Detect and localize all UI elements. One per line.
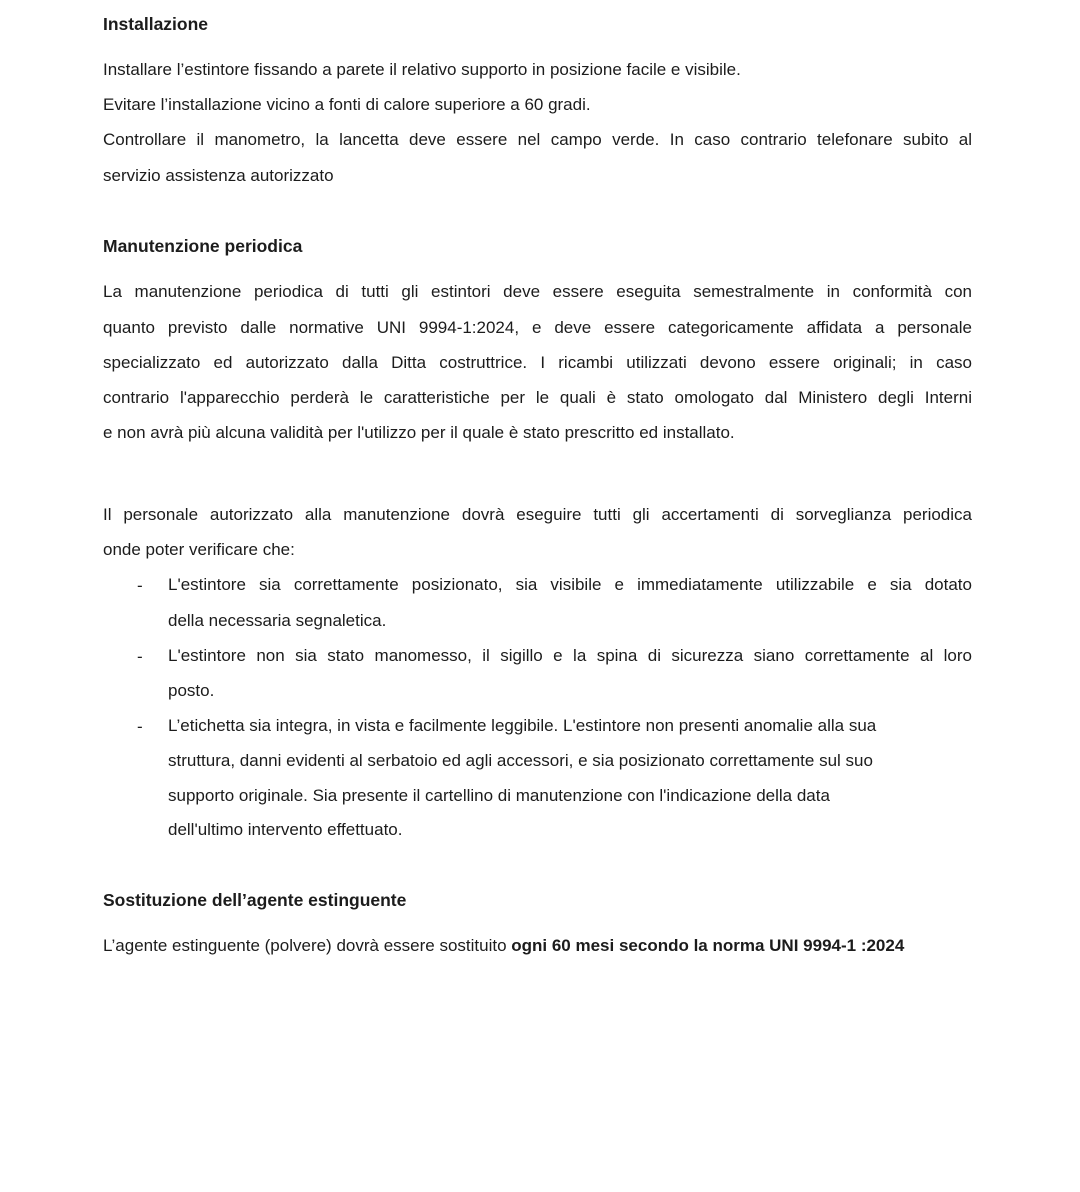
sostituzione-text-normal: L’agente estinguente (polvere) dovrà essere sostituito (103, 936, 512, 955)
manutenzione-p2-line-2: onde poter verificare che: (103, 540, 295, 559)
manutenzione-p1-line-1: La manutenzione periodica di tutti gli estintori deve essere eseguita semestralmente in conformità con (103, 282, 972, 301)
installazione-line-3: Controllare il manometro, la lancetta deve essere nel campo verde. In caso contrario telefonare subito al (103, 130, 972, 149)
bullet-3-line-4: dell'ultimo intervento effettuato. (168, 820, 403, 839)
bullet-marker: - (137, 647, 143, 666)
manutenzione-p1-line-3: specializzato ed autorizzato dalla Ditta costruttrice. I ricambi utilizzati devono essere originali; in caso (103, 353, 972, 372)
installazione-line-2: Evitare l’installazione vicino a fonti di calore superiore a 60 gradi. (103, 95, 591, 114)
bullet-3-line-1: L’etichetta sia integra, in vista e facilmente leggibile. L'estintore non presenti anomalie alla sua (168, 716, 877, 735)
heading-installazione: Installazione (103, 14, 209, 34)
installazione-line-1: Installare l’estintore fissando a parete il relativo supporto in posizione facile e visibile. (103, 60, 741, 79)
manutenzione-p1-line-2: quanto previsto dalle normative UNI 9994-1:2024, e deve essere categoricamente affidata a personale (103, 318, 972, 337)
heading-sostituzione: Sostituzione dell’agente estinguente (103, 890, 407, 910)
sostituzione-text (103, 934, 904, 958)
bullet-3-line-3: supporto originale. Sia presente il cartellino di manutenzione con l'indicazione della data (168, 786, 830, 805)
bullet-2-line-2: posto. (168, 681, 215, 700)
bullet-1-line-2: della necessaria segnaletica. (168, 611, 387, 630)
installazione-line-4: servizio assistenza autorizzato (103, 166, 334, 185)
bullet-marker: - (137, 576, 143, 595)
bullet-1-line-1: L'estintore sia correttamente posizionato, sia visibile e immediatamente utilizzabile e sia dotato (168, 575, 972, 594)
bullet-2-line-1: L'estintore non sia stato manomesso, il sigillo e la spina di sicurezza siano correttamente al loro (168, 646, 972, 665)
manutenzione-p1-line-4: contrario l'apparecchio perderà le caratteristiche per le quali è stato omologato dal Ministero degli Interni (103, 388, 972, 407)
heading-manutenzione: Manutenzione periodica (103, 236, 303, 256)
manutenzione-p2-line-1: Il personale autorizzato alla manutenzione dovrà eseguire tutti gli accertamenti di sorveglianza periodica (103, 505, 972, 524)
bullet-marker: - (137, 717, 143, 736)
sostituzione-text-bold: ogni 60 mesi secondo la norma UNI 9994-1 :2024 (511, 936, 905, 955)
manutenzione-p1-line-5: e non avrà più alcuna validità per l'utilizzo per il quale è stato prescritto ed installato. (103, 423, 735, 442)
bullet-3-line-2: struttura, danni evidenti al serbatoio ed agli accessori, e sia posizionato correttamente sul suo (168, 751, 873, 770)
